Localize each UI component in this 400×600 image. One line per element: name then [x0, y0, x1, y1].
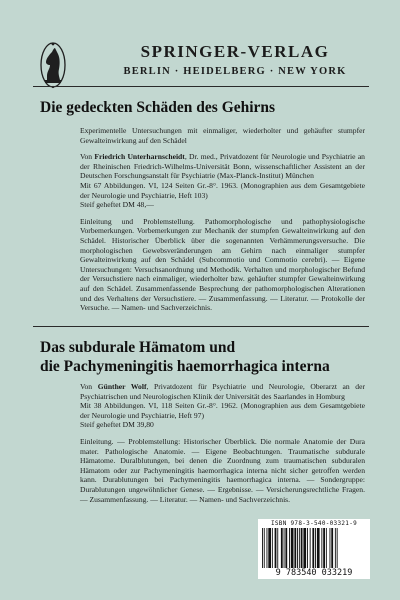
- publisher-name: SPRINGER-VERLAG: [140, 42, 330, 61]
- book2-description: [80, 382, 365, 511]
- isbn-barcode: [258, 519, 370, 579]
- book2-author: Günther Wolf: [97, 382, 147, 391]
- book1-description: [80, 126, 365, 320]
- book2-author-prefix: Von: [80, 382, 98, 391]
- barcode-digits: 9 783540 033219: [275, 568, 353, 578]
- book1-title: Die gedeckten Schäden des Gehirns: [40, 99, 276, 116]
- book1-pubinfo: Mit 67 Abbildungen. VI, 124 Seiten Gr.-8°. 1963. (Monographien aus dem Gesamtgebiete der Neurologie und Psychiatrie, Heft 103): [80, 180, 365, 200]
- book1-author-prefix: Von: [80, 152, 95, 162]
- book2-author-info: [80, 382, 365, 430]
- publisher-heading: [100, 42, 370, 77]
- book1-price: Steif geheftet DM 48,—: [80, 200, 154, 210]
- book1-contents: Einleitung und Problemstellung. Pathomorphologische und pathophysiologische Vorbemerkungen. Vorbemerkungen zur Mechanik der stumpfen Gewalteinwirkung auf den Schädel. Historischer Überblick über die sogenannten Verhämmerungsversuche. Die morphologischen Gewebsveränderungen am Gehirn nach einmaliger stumpfer Gewalteinwirkung auf den Schädel (Subcommotio und Commotio cerebri). — Eigene Untersuchungen: Versuchsanordnung und Methodik. Verhalten und morphologischer Befund der Versuchstiere nach einmaliger, wiederholter bzw. gehäufter stumpfer Gewalteinwirkung auf den Schädel. Zusammenfassende Besprechung der pathomorphologischen Alterationen und des Verhaltens der Versuchstiere. — Zusammenfassung. — Literatur. — Protokolle der Versuche. — Namen- und Sachverzeichnis.: [80, 216, 365, 313]
- springer-knight-logo-icon: [38, 38, 68, 90]
- book2-title-line1: Das subdurale Hämatom und: [40, 339, 236, 356]
- book2-contents: Einleitung. — Problemstellung: Historischer Überblick. Die normale Anatomie der Dura mater. Pathologische Anatomie. — Eigene Beobachtungen. Traumatische subdurale Hämatome. Duralblutungen, bei denen die Zuordnung zum traumatischen subduralen Hämatom oder zur Pachymeningitis haemorrhagica interna nicht sicher getroffen werden kann. Durablutungen bei Pachymeningitis haemorrhagica interna. — Sondergruppe: Durablutungen ungewöhnlicher Genese. — Ergebnisse. — Versicherungsrechtliche Fragen. — Zusammenfassung. — Literatur. — Namen- und Sachverzeichnis.: [80, 436, 365, 504]
- book1-subtitle: Experimentelle Untersuchungen mit einmaliger, wiederholter und gehäufter stumpfer Gewalteinwirkung auf den Schädel: [80, 126, 365, 145]
- book2-author-details: , Privatdozent für Psychiatrie und Neurologie, Oberarzt an der Psychiatrischen und Neurologischen Klinik der Universität des Saarlandes in Homburg: [80, 382, 365, 401]
- book2-title: [40, 338, 330, 376]
- book2-price: Steif geheftet DM 39,80: [80, 420, 154, 430]
- middle-divider: [33, 326, 369, 327]
- book2-title-line2: die Pachymeningitis haemorrhagica interna: [40, 358, 330, 375]
- book2-pubinfo: Mit 38 Abbildungen. VI, 118 Seiten Gr.-8°. 1962. (Monographien aus dem Gesamtgebiete der Neurologie und Psychiatrie, Heft 97): [80, 401, 365, 420]
- publisher-cities: BERLIN · HEIDELBERG · NEW YORK: [123, 66, 347, 77]
- book1-author: Friedrich Unterharnscheidt: [94, 152, 185, 162]
- book1-author-details: , Dr. med., Privatdozent für Neurologie und Psychiatrie an der Rheinischen Friedrich-Wilhelms-Universität Bonn, wissenschaftlicher Assistent an der Deutschen Forschungsanstalt für Psychiatrie (Max-Planck-Institut) München: [80, 152, 365, 181]
- book1-author-info: [80, 152, 365, 210]
- top-divider: [33, 86, 369, 87]
- barcode-bars-icon: [262, 528, 366, 568]
- isbn-label: ISBN 978-3-540-03321-9: [270, 520, 358, 527]
